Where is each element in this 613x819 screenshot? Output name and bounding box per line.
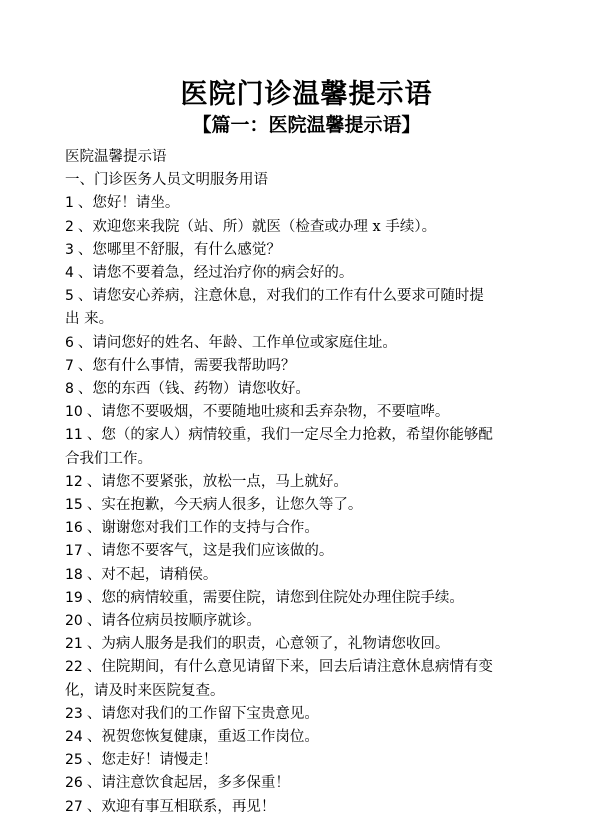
list-item-continuation: 出 来。 bbox=[65, 311, 114, 328]
list-item bbox=[65, 262, 535, 285]
intro-line: 医院温馨提示语 bbox=[65, 149, 167, 165]
list-item bbox=[65, 633, 535, 656]
list-item bbox=[65, 378, 535, 401]
list-item-number: 23 bbox=[65, 705, 83, 722]
list-item-text: 、请您不要客气，这是我们应该做的。 bbox=[86, 543, 334, 560]
list-item-number: 18 bbox=[65, 566, 83, 583]
list-item-text: 、请您不要吸烟，不要随地吐痰和丢弃杂物，不要喧哗。 bbox=[86, 404, 450, 421]
list-item-text: 、欢迎您来我院（站、所）就医（检查或办理 x 手续）。 bbox=[77, 218, 437, 235]
list-item-text: 、请您对我们的工作留下宝贵意见。 bbox=[86, 705, 319, 722]
list-item-number: 3 bbox=[65, 241, 74, 258]
list-item-text: 、您有什么事情，需要我帮助吗？ bbox=[77, 357, 296, 374]
list-item-text: 、实在抱歉，今天病人很多，让您久等了。 bbox=[86, 497, 363, 514]
list-item-text: 、请注意饮食起居，多多保重！ bbox=[86, 775, 290, 792]
list-item-line bbox=[65, 239, 535, 262]
list-item-text: 、住院期间，有什么意见请留下来，回去后请注意休息病情有变 bbox=[86, 659, 493, 676]
list-item bbox=[65, 471, 535, 494]
list-item bbox=[65, 796, 535, 819]
list-item-number: 19 bbox=[65, 589, 83, 606]
list-item bbox=[65, 587, 535, 610]
list-item bbox=[65, 564, 535, 587]
list-item-line bbox=[65, 796, 535, 819]
document-body bbox=[65, 146, 535, 819]
list-item-number: 6 bbox=[65, 334, 74, 351]
list-item-line bbox=[65, 540, 535, 563]
list-item-line bbox=[65, 424, 535, 447]
list-item-line bbox=[65, 610, 535, 633]
list-item-number: 5 bbox=[65, 288, 74, 305]
list-item bbox=[65, 424, 535, 470]
list-item-text: 、欢迎有事互相联系，再见！ bbox=[86, 798, 276, 815]
list-item bbox=[65, 192, 535, 215]
document-subtitle: 【篇一：医院温馨提示语】 bbox=[192, 114, 421, 136]
list-item-number: 15 bbox=[65, 497, 83, 514]
list-item-number: 7 bbox=[65, 357, 74, 374]
list-item-line bbox=[65, 749, 535, 772]
list-item-text: 、为病人服务是我们的职责，心意领了，礼物请您收回。 bbox=[86, 636, 450, 653]
list-item-text: 、请您不要着急，经过治疗你的病会好的。 bbox=[77, 265, 354, 282]
list-item-number: 8 bbox=[65, 381, 74, 398]
list-item bbox=[65, 726, 535, 749]
list-item-text: 、请您不要紧张，放松一点，马上就好。 bbox=[86, 473, 348, 490]
list-item-line bbox=[65, 656, 535, 679]
list-item bbox=[65, 494, 535, 517]
list-item bbox=[65, 216, 535, 239]
list-item-text: 、请您安心养病，注意休息，对我们的工作有什么要求可随时提 bbox=[77, 288, 484, 305]
list-item bbox=[65, 332, 535, 355]
list-item bbox=[65, 239, 535, 262]
list-item bbox=[65, 772, 535, 795]
list-item-number: 10 bbox=[65, 404, 83, 421]
list-item bbox=[65, 517, 535, 540]
list-item-line bbox=[65, 355, 535, 378]
list-item-number: 2 bbox=[65, 218, 74, 235]
list-item-text: 、您的病情较重，需要住院，请您到住院处办理住院手续。 bbox=[86, 589, 464, 606]
list-item-number: 12 bbox=[65, 473, 83, 490]
list-item-line bbox=[65, 587, 535, 610]
list-item-text: 、谢谢您对我们工作的支持与合作。 bbox=[86, 520, 319, 537]
list-item-number: 20 bbox=[65, 613, 83, 630]
document-title: 医院门诊温馨提示语 bbox=[180, 79, 433, 110]
list-item-text: 、您的东西（钱、药物）请您收好。 bbox=[77, 381, 310, 398]
list-item-number: 21 bbox=[65, 636, 83, 653]
list-item-text: 、请问您好的姓名、年龄、工作单位或家庭住址。 bbox=[77, 334, 397, 351]
list-item-line bbox=[65, 285, 535, 308]
list-item-number: 17 bbox=[65, 543, 83, 560]
list-item-line bbox=[65, 262, 535, 285]
list-item-number: 22 bbox=[65, 659, 83, 676]
list-item bbox=[65, 285, 535, 331]
list-item bbox=[65, 656, 535, 702]
list-item-line bbox=[65, 378, 535, 401]
list-item-text: 、您（的家人）病情较重，我们一定尽全力抢救，希望你能够配 bbox=[86, 427, 493, 444]
list-item-number: 24 bbox=[65, 729, 83, 746]
list-item-continuation: 化，请及时来医院复查。 bbox=[65, 682, 225, 699]
list-item-number: 1 bbox=[65, 195, 74, 212]
list-item-line bbox=[65, 216, 535, 239]
list-item-line bbox=[65, 494, 535, 517]
list-item-line bbox=[65, 564, 535, 587]
list-item bbox=[65, 610, 535, 633]
list-item bbox=[65, 355, 535, 378]
list-item-line bbox=[65, 517, 535, 540]
list-item-text: 、您走好！请慢走！ bbox=[86, 752, 218, 769]
list-item-line bbox=[65, 471, 535, 494]
list-item-line bbox=[65, 772, 535, 795]
list-item-number: 16 bbox=[65, 520, 83, 537]
list-item-number: 26 bbox=[65, 775, 83, 792]
list-item-line bbox=[65, 633, 535, 656]
list-item-text: 、祝贺您恢复健康，重返工作岗位。 bbox=[86, 729, 319, 746]
list-item-line bbox=[65, 192, 535, 215]
list-item-line bbox=[65, 332, 535, 355]
list-item-number: 11 bbox=[65, 427, 83, 444]
list-item bbox=[65, 703, 535, 726]
list-item-line bbox=[65, 401, 535, 424]
list-item-text: 、对不起，请稍侯。 bbox=[86, 566, 218, 583]
list-item-line bbox=[65, 703, 535, 726]
list-item-number: 27 bbox=[65, 798, 83, 815]
list-item-text: 、请各位病员按顺序就诊。 bbox=[86, 613, 261, 630]
list-item-text: 、您哪里不舒服，有什么感觉？ bbox=[77, 241, 281, 258]
list-item bbox=[65, 540, 535, 563]
list-item-line bbox=[65, 726, 535, 749]
list-item-text: 、您好！请坐。 bbox=[77, 195, 180, 212]
list-item bbox=[65, 401, 535, 424]
list-item-continuation: 合我们工作。 bbox=[65, 450, 152, 467]
section-heading: 一、门诊医务人员文明服务用语 bbox=[65, 172, 268, 189]
phrase-list bbox=[65, 192, 535, 818]
list-item-number: 4 bbox=[65, 265, 74, 282]
list-item-number: 25 bbox=[65, 752, 83, 769]
list-item bbox=[65, 749, 535, 772]
